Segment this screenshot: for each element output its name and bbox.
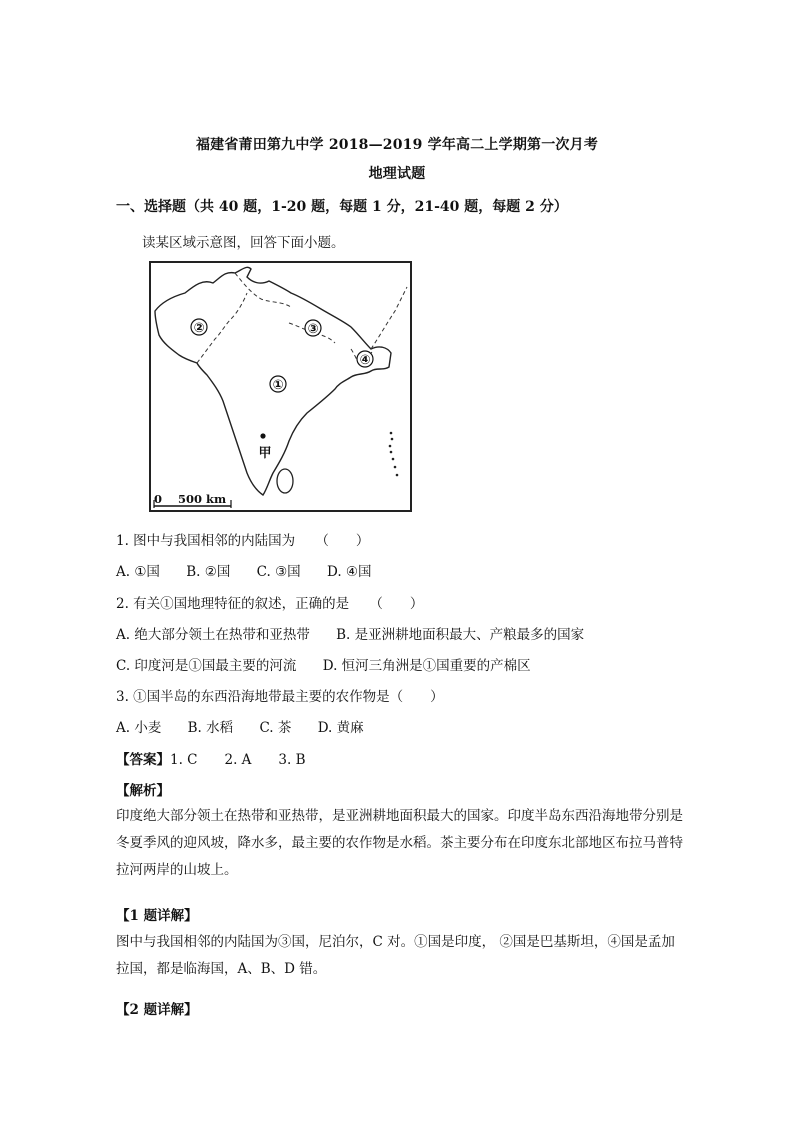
question-1-options [116,560,394,580]
question-1-stem: 1. 图中与我国相邻的内陆国为 （ ） [116,533,370,549]
document-subtitle: 地理试题 [368,166,426,182]
question-3-option-b: B. 水稻 [187,720,234,736]
detail-1-label: 【1 题详解】 [116,908,198,924]
island-sri-lanka [277,469,293,493]
border-north [235,273,291,307]
border-east [371,287,407,349]
answer-text: 1. C 2. A 3. B [170,752,306,768]
region-map [149,261,412,512]
label-country-2: ② [193,321,205,336]
document-title: 福建省莆田第九中学 2018—2019 学年高二上学期第一次月考 [195,137,599,153]
question-2-stem: 2. 有关①国地理特征的叙述，正确的是 （ ） [116,596,424,612]
question-1-option-a: A. ①国 [116,564,160,580]
answer-line [116,748,306,768]
question-1-option-b: B. ②国 [186,564,231,580]
question-2-option-b: B. 是亚洲耕地面积最大、产粮最多的国家 [336,627,585,643]
section-heading: 一、选择题（共 40 题，1-20 题，每题 1 分，21-40 题，每题 2 分） [116,199,568,215]
question-1-option-c: C. ③国 [256,564,301,580]
label-city-jia: 甲 [258,446,272,461]
label-country-3: ③ [307,322,319,337]
detail-2-label: 【2 题详解】 [116,1002,198,1018]
label-country-1: ① [272,378,284,393]
question-2-options-cd [116,654,531,674]
question-3-stem: 3. ①国半岛的东西沿海地带最主要的农作物是（ ） [116,689,444,705]
andaman-islands [389,432,399,477]
question-3-option-c: C. 茶 [259,720,292,736]
label-country-4: ④ [359,353,371,368]
map-drawing [151,263,410,510]
analysis-text: 印度绝大部分领土在热带和亚热带，是亚洲耕地面积最大的国家。印度半岛东西沿海地带分别是冬夏季风的迎风坡，降水多，最主要的农作物是水稻。茶主要分布在印度东北部地区布拉马普特拉河两岸的山坡上。 [116,808,683,878]
answer-label: 【答案】 [116,752,170,768]
question-3-options [116,716,386,736]
detail-1-text: 图中与我国相邻的内陆国为③国，尼泊尔，C 对。①国是印度， ②国是巴基斯坦，④国是孟加拉国，都是临海国，A、B、D 错。 [116,934,675,977]
question-3-option-a: A. 小麦 [116,720,162,736]
question-2-options-ab [116,623,584,643]
analysis-label: 【解析】 [116,783,170,799]
question-1-option-d: D. ④国 [326,564,372,580]
question-2-option-c: C. 印度河是①国最主要的河流 [116,658,297,674]
city-jia-marker [260,433,265,438]
section-intro: 读某区域示意图，回答下面小题。 [142,235,345,251]
question-2-option-d: D. 恒河三角洲是①国重要的产棉区 [322,658,531,674]
scale-bar-label: 0 500 km [154,492,227,506]
question-2-option-a: A. 绝大部分领土在热带和亚热带 [116,627,310,643]
question-3-option-d: D. 黄麻 [317,720,364,736]
